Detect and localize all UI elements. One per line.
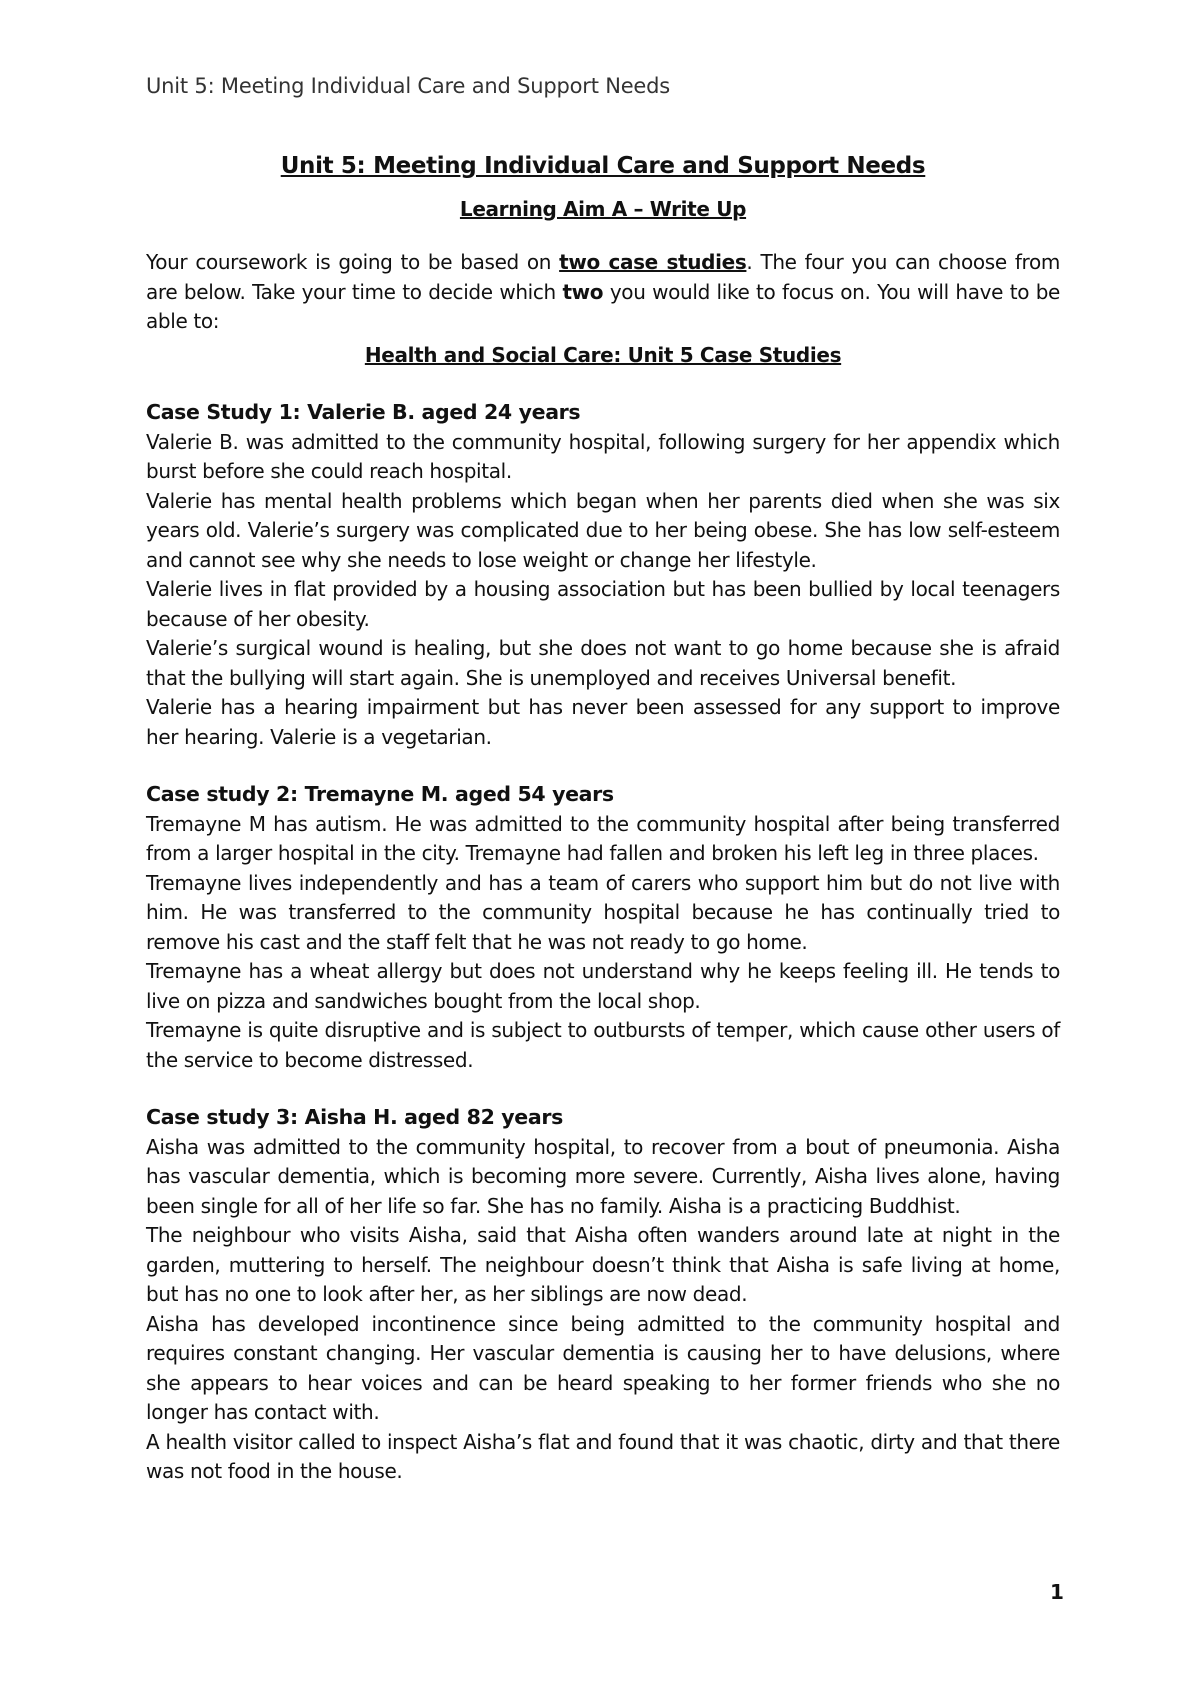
case-paragraph: Valerie B. was admitted to the community hospital, following surgery for her appendix which burst before she could reach hospital. <box>146 429 1060 483</box>
intro-emphasis-two: two <box>562 279 604 304</box>
intro-emphasis-case-studies: two case studies <box>559 250 747 274</box>
case-paragraph: Tremayne is quite disruptive and is subject to outbursts of temper, which cause other users of the service to become distressed. <box>146 1018 1060 1072</box>
case-paragraph: The neighbour who visits Aisha, said that Aisha often wanders around late at night in the garden, muttering to herself. The neighbour doesn’t think that Aisha is safe living at home, but has no one to look after her, as her siblings are now dead. <box>146 1223 1060 1306</box>
page-number: 1 <box>1050 1580 1064 1604</box>
case-study-1 <box>146 398 1060 752</box>
section-heading: Health and Social Care: Unit 5 Case Studies <box>364 342 842 367</box>
document-subtitle: Learning Aim A – Write Up <box>459 197 747 221</box>
case-paragraph: Valerie’s surgical wound is healing, but she does not want to go home because she is afraid that the bullying will start again. She is unemployed and receives Universal benefit. <box>146 636 1060 690</box>
case-paragraph: Valerie lives in flat provided by a housing association but has been bullied by local teenagers because of her obesity. <box>146 577 1060 631</box>
case-paragraph: Aisha has developed incontinence since being admitted to the community hospital and requires constant changing. Her vascular dementia is causing her to have delusions, where she appears to hear voices and can be heard speaking to her former friends who she no longer has contact with. <box>146 1311 1060 1424</box>
intro-text-1: Your coursework is going to be based on <box>146 250 560 274</box>
case-title: Case study 3: Aisha H. aged 82 years <box>146 1105 563 1129</box>
case-title: Case Study 1: Valerie B. aged 24 years <box>146 400 581 424</box>
case-study-2 <box>146 780 1060 1075</box>
intro-text-2: . The four you can choose from are below. Take your time to decide which <box>146 250 1060 304</box>
intro-text-3: you would like to focus on. You will have to be able to: <box>146 279 1060 333</box>
document-title: Unit 5: Meeting Individual Care and Support Needs <box>280 153 926 179</box>
case-paragraph: Aisha was admitted to the community hospital, to recover from a bout of pneumonia. Aisha has vascular dementia, which is becoming more severe. Currently, Aisha lives alone, having been single for all of her life so far. She has no family. Aisha is a practicing Buddhist. <box>146 1134 1060 1218</box>
case-paragraph: A health visitor called to inspect Aisha’s flat and found that it was chaotic, dirty and that there was not food in the house. <box>146 1429 1060 1483</box>
case-paragraph: Valerie has a hearing impairment but has never been assessed for any support to improve her hearing. Valerie is a vegetarian. <box>146 695 1060 749</box>
case-study-3 <box>146 1103 1060 1487</box>
case-paragraph: Tremayne M has autism. He was admitted to the community hospital after being transferred from a larger hospital in the city. Tremayne had fallen and broken his left leg in three places. <box>146 811 1060 865</box>
running-header: Unit 5: Meeting Individual Care and Support Needs <box>146 74 671 98</box>
case-paragraph: Tremayne lives independently and has a team of carers who support him but do not live with him. He was transferred to the community hospital because he has continually tried to remove his cast and the staff felt that he was not ready to go home. <box>146 870 1060 954</box>
case-paragraph: Tremayne has a wheat allergy but does not understand why he keeps feeling ill. He tends to live on pizza and sandwiches bought from the local shop. <box>146 959 1060 1013</box>
intro-paragraph <box>146 248 1060 337</box>
document-body <box>146 150 1060 1487</box>
case-paragraph: Valerie has mental health problems which began when her parents died when she was six years old. Valerie’s surgery was complicated due to her being obese. She has low self-esteem and cannot see why she needs to lose weight or change her lifestyle. <box>146 488 1060 572</box>
case-title: Case study 2: Tremayne M. aged 54 years <box>146 782 614 806</box>
